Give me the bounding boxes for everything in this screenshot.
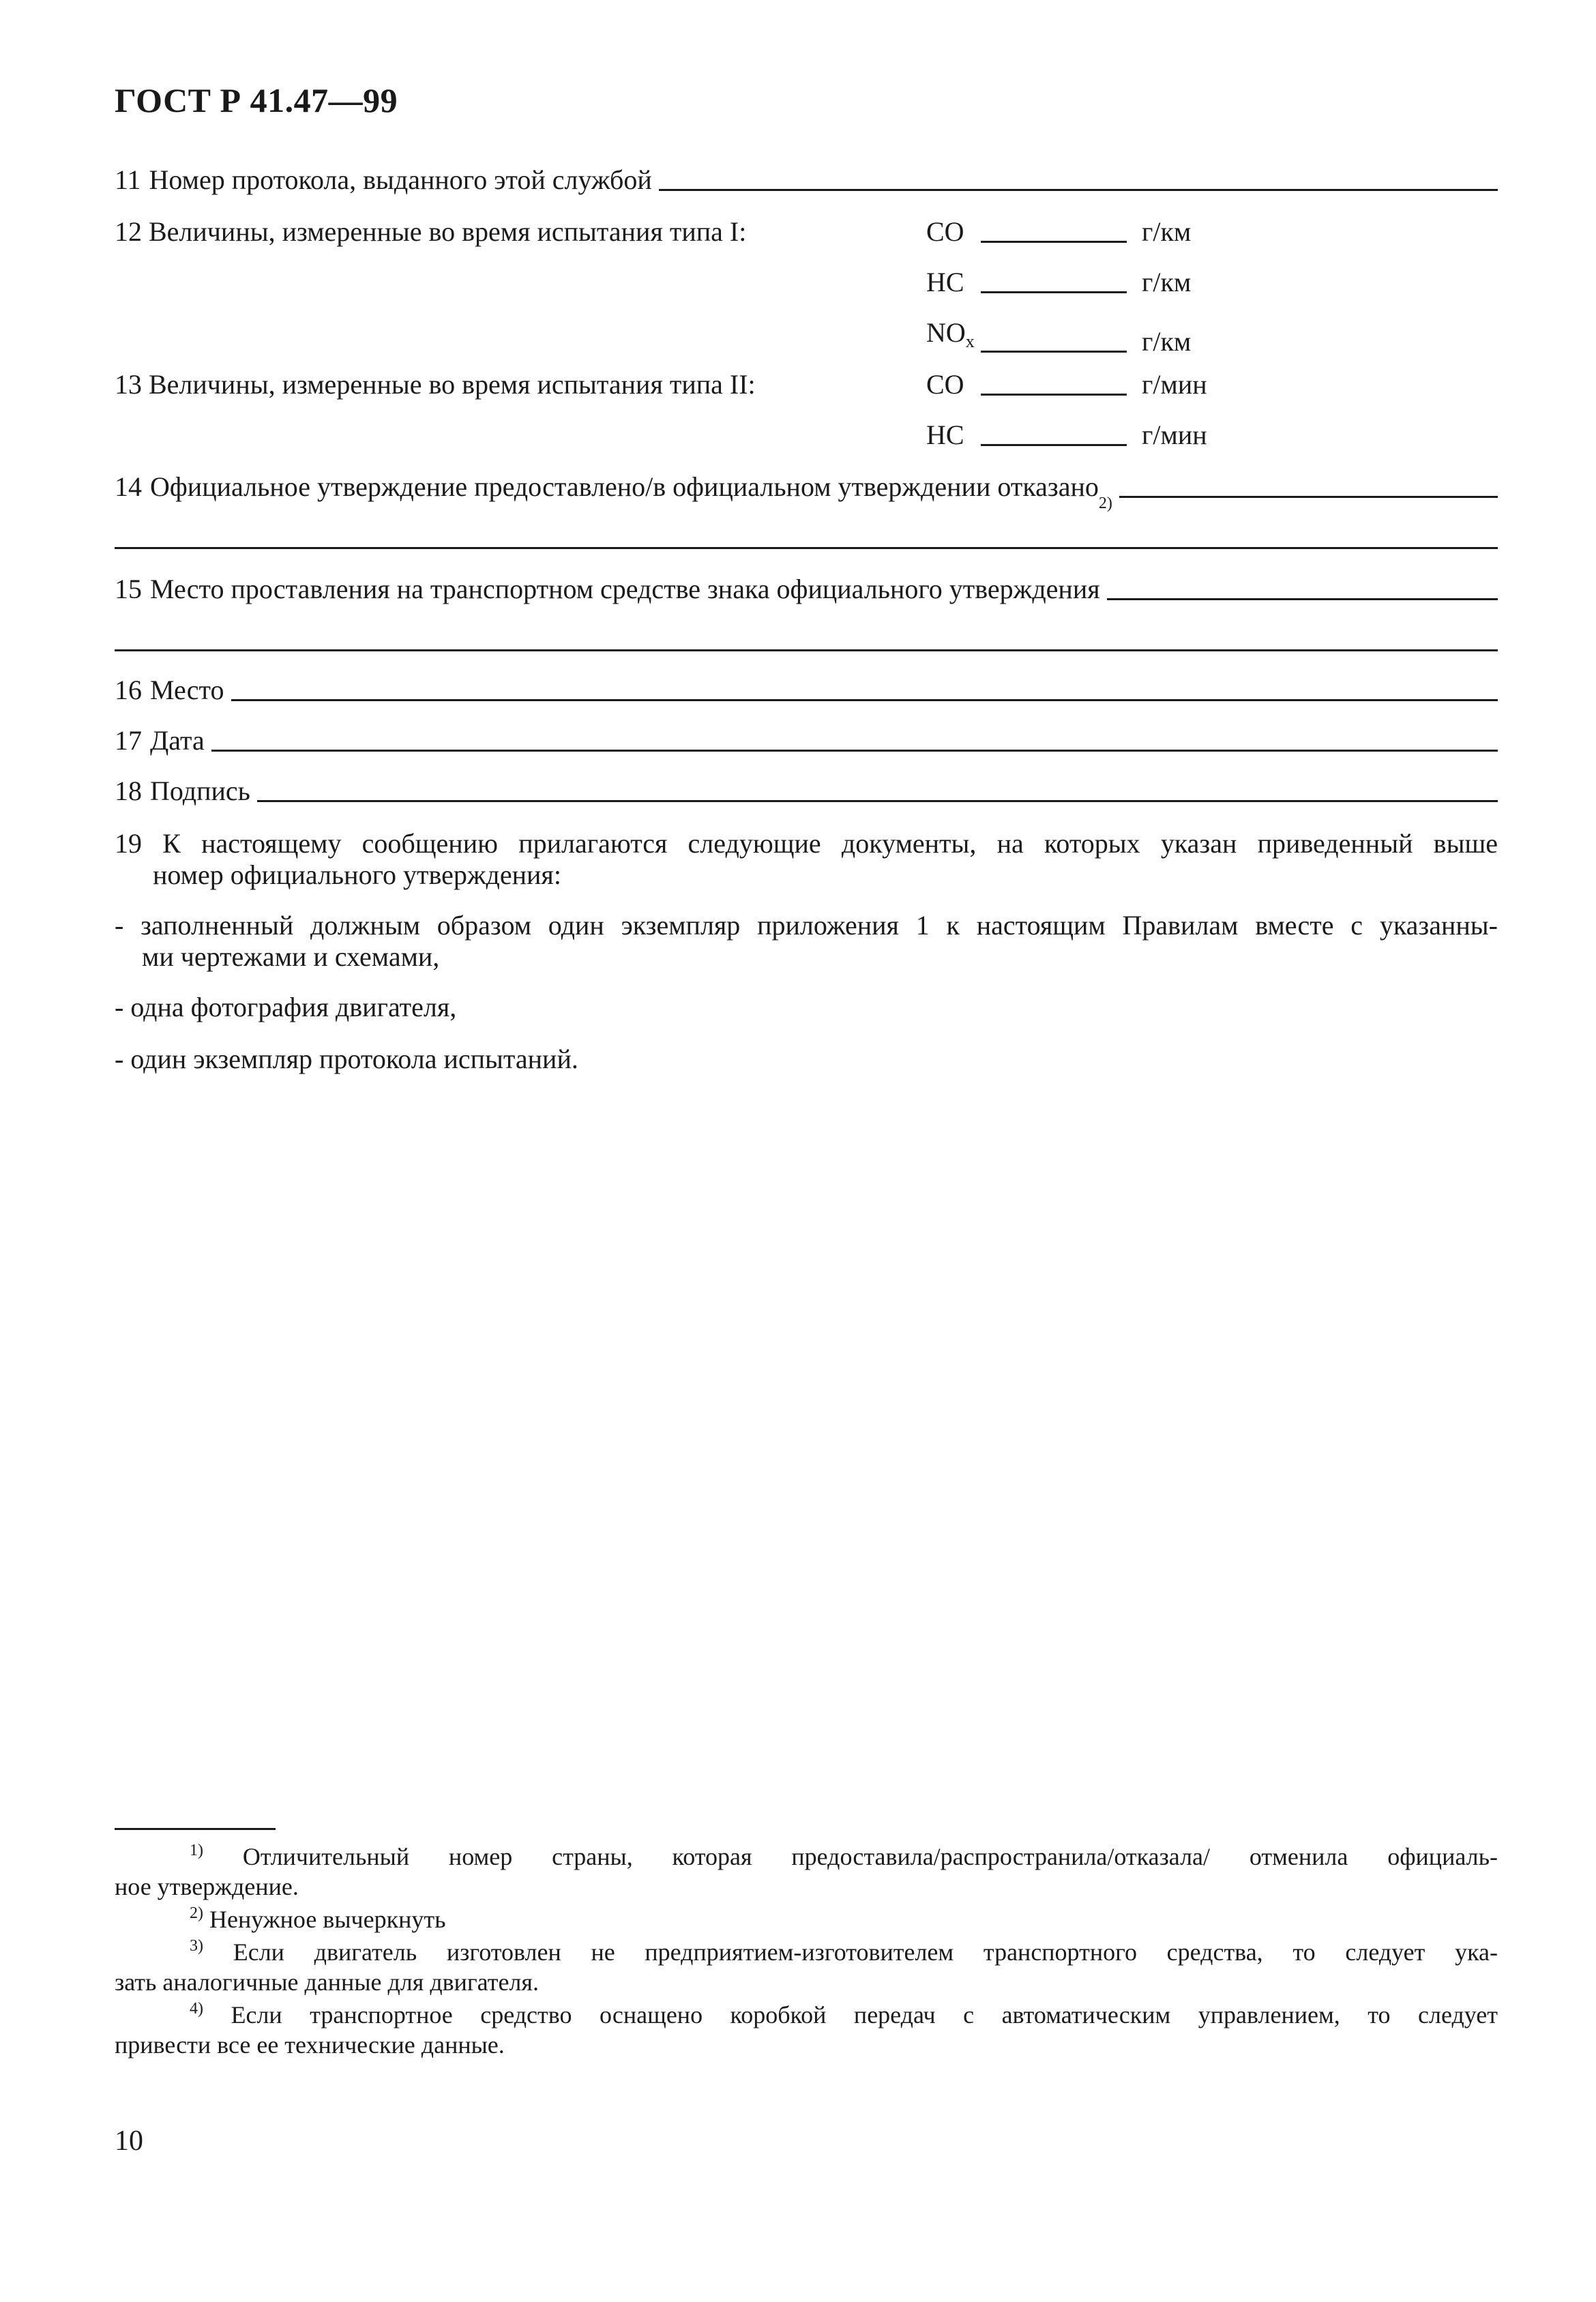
type1-co-field[interactable]: [981, 241, 1127, 243]
attachment-item: [115, 910, 1498, 973]
attachment-line: - одна фотография двигателя,: [115, 992, 457, 1022]
type1-hc-field[interactable]: [981, 291, 1127, 293]
item-15: [115, 573, 1498, 606]
measure-symbol: HC: [926, 267, 964, 297]
item-19-line2: номер официального утверждения:: [153, 859, 561, 890]
footnote-mark: 3): [190, 1937, 203, 1955]
item-label: Место проставления на транспортном средстве знака официального утверждения: [150, 574, 1100, 604]
item-number: 17: [115, 725, 142, 756]
measure-symbol: $NO_x$: [926, 317, 975, 351]
type1-co-row: [926, 216, 1191, 248]
type2-hc-field[interactable]: [981, 444, 1127, 446]
item-label: Величины, измеренные во время испытания типа I:: [149, 216, 747, 247]
measure-symbol: HC: [926, 419, 964, 450]
mark-location-field-continuation[interactable]: [115, 649, 1498, 651]
footnote-mark: 1): [190, 1842, 203, 1859]
date-field[interactable]: [211, 750, 1498, 752]
item-number: 13: [115, 369, 142, 400]
item-label: Величины, измеренные во время испытания типа II:: [149, 369, 756, 400]
footnote-text: привести все ее технические данные.: [115, 2031, 505, 2058]
type1-nox-row: [926, 316, 1191, 358]
footnote-text: Если двигатель изготовлен не предприятием-изготовителем транспортного средства, то следует ука-: [233, 1938, 1498, 1966]
item-label: Место: [150, 675, 224, 705]
place-field[interactable]: [231, 699, 1498, 701]
item-number: 16: [115, 675, 142, 705]
mark-location-field[interactable]: [1107, 598, 1498, 600]
page-number: 10: [115, 2125, 143, 2157]
protocol-number-field[interactable]: [659, 189, 1498, 191]
measure-unit: г/км: [1142, 326, 1192, 357]
item-11: [115, 164, 1498, 196]
measure-unit: г/км: [1142, 216, 1192, 247]
page-title: ГОСТ Р 41.47—99: [115, 81, 398, 119]
item-14: 14 Официальное утверждение предоставлено/в официальном утверждении отказано 2): [115, 471, 1498, 503]
attachment-item: [115, 992, 1498, 1023]
footnote-text: ное утверждение.: [115, 1873, 299, 1900]
measure-unit: г/мин: [1142, 419, 1207, 450]
type1-nox-field[interactable]: [981, 351, 1127, 353]
item-label: Официальное утверждение предоставлено/в официальном утверждении отказано: [150, 471, 1099, 502]
footnote-text: зать аналогичные данные для двигателя.: [115, 1968, 539, 1996]
footnote-text: Отличительный номер страны, которая предоставила/распространила/отказала/ отменила официаль-: [242, 1843, 1498, 1870]
item-16: [115, 674, 1498, 707]
approval-decision-field-continuation[interactable]: [115, 547, 1498, 549]
measure-unit: г/мин: [1142, 369, 1207, 400]
item-18: [115, 775, 1498, 808]
item-17: [115, 724, 1498, 757]
measure-symbol: CO: [926, 216, 964, 247]
signature-field[interactable]: [257, 800, 1498, 802]
item-label: Номер протокола, выданного этой службой: [149, 164, 652, 195]
attachment-line: - заполненный должным образом один экземпляр приложения 1 к настоящим Правилам вместе с указанны-: [115, 910, 1498, 941]
attachment-line: - один экземпляр протокола испытаний.: [115, 1044, 578, 1074]
footnote-separator: [115, 1828, 276, 1830]
footnote-text: Если транспортное средство оснащено коробкой передач с автоматическим управлением, то следует: [231, 2001, 1498, 2028]
footnote-2: [115, 1904, 1498, 1934]
item-19-line1: 19 К настоящему сообщению прилагаются следующие документы, на которых указан приведенный выше: [115, 828, 1498, 859]
type1-hc-row: [926, 266, 1191, 299]
attachment-line: ми чертежами и схемами,: [142, 941, 440, 972]
item-13-label: [115, 368, 756, 401]
item-label: Дата: [150, 725, 205, 756]
measure-symbol: CO: [926, 369, 964, 400]
approval-decision-field[interactable]: [1119, 496, 1498, 498]
footnotes: [115, 1842, 1498, 2060]
footnote-4: [115, 2000, 1498, 2060]
footnote-mark: 2): [190, 1904, 203, 1922]
item-number: 14: [115, 471, 142, 502]
item-number: 18: [115, 776, 142, 806]
attachment-item: [115, 1044, 1498, 1075]
item-12-label: [115, 216, 746, 248]
item-number: 11: [115, 164, 141, 195]
item-19: [115, 828, 1498, 891]
footnote-mark: 4): [190, 2000, 203, 2018]
footnote-1: [115, 1842, 1498, 1902]
item-label: Подпись: [150, 776, 250, 806]
measure-unit: г/км: [1142, 267, 1192, 297]
type2-hc-row: [926, 419, 1207, 452]
type2-co-row: [926, 368, 1207, 401]
footnote-text: Ненужное вычеркнуть: [209, 1906, 446, 1933]
item-number: 15: [115, 574, 142, 604]
footnote-3: [115, 1937, 1498, 1997]
type2-co-field[interactable]: [981, 394, 1127, 396]
item-number: 12: [115, 216, 142, 247]
